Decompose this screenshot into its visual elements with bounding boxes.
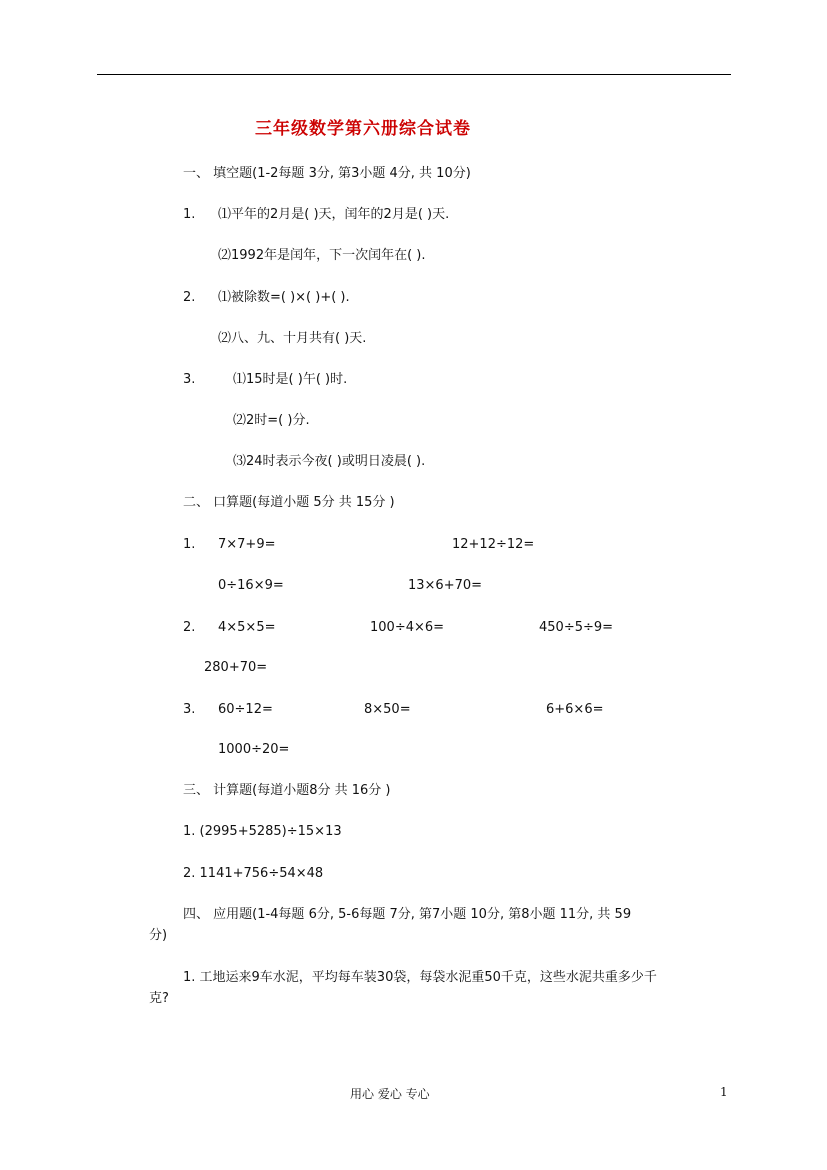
footer-slogan: 用心 爱心 专心 — [350, 1087, 430, 1101]
oral-item: 12+12÷12= — [452, 537, 535, 552]
oral-item: 4×5×5= — [218, 620, 276, 635]
section-1-heading: 一、 填空题(1-2每题 3分, 第3小题 4分, 共 10分) — [183, 166, 471, 181]
calc-question-2: 2. 1141+756÷54×48 — [183, 866, 324, 881]
q2-part-a: ⑴被除数=( )×( )+( ). — [218, 290, 350, 305]
q2-number: 2. — [183, 290, 196, 305]
oral-item: 100÷4×6= — [370, 620, 445, 635]
oral-item: 0÷16×9= — [218, 578, 284, 593]
oral-row-1-number: 1. — [183, 537, 196, 552]
calc-question-1: 1. (2995+5285)÷15×13 — [183, 824, 342, 839]
q3-part-b: ⑵2时=( )分. — [233, 413, 310, 428]
oral-item: 280+70= — [204, 660, 268, 675]
oral-item: 1000÷20= — [218, 742, 290, 757]
section-4-heading-cont: 分) — [149, 928, 168, 943]
oral-item: 450÷5÷9= — [539, 620, 614, 635]
header-rule — [97, 74, 731, 75]
q1-part-b: ⑵1992年是闰年，下一次闰年在( ). — [218, 248, 426, 263]
oral-item: 60÷12= — [218, 702, 273, 717]
q2-part-b: ⑵八、九、十月共有( )天. — [218, 331, 367, 346]
q3-part-c: ⑶24时表示今夜( )或明日凌晨( ). — [233, 454, 426, 469]
q3-part-a: ⑴15时是( )午( )时. — [233, 372, 348, 387]
section-2-heading: 二、 口算题(每道小题 5分 共 15分 ) — [183, 495, 395, 510]
word-problem-1: 1. 工地运来9车水泥，平均每车装30袋，每袋水泥重50千克，这些水泥共重多少千 — [183, 970, 657, 985]
word-problem-1-cont: 克? — [149, 991, 169, 1006]
page-number: 1 — [720, 1085, 728, 1099]
oral-item: 7×7+9= — [218, 537, 276, 552]
section-4-heading: 四、 应用题(1-4每题 6分, 5-6每题 7分, 第7小题 10分, 第8小题 11分, 共 59 — [183, 907, 632, 922]
oral-row-2-number: 2. — [183, 620, 196, 635]
page-title: 三年级数学第六册综合试卷 — [255, 119, 471, 139]
q1-part-a: ⑴平年的2月是( )天，闰年的2月是( )天. — [218, 207, 450, 222]
oral-item: 6+6×6= — [546, 702, 604, 717]
q3-number: 3. — [183, 372, 196, 387]
oral-row-3-number: 3. — [183, 702, 196, 717]
section-3-heading: 三、 计算题(每道小题8分 共 16分 ) — [183, 783, 391, 798]
q1-number: 1. — [183, 207, 196, 222]
oral-item: 8×50= — [364, 702, 411, 717]
oral-item: 13×6+70= — [408, 578, 483, 593]
